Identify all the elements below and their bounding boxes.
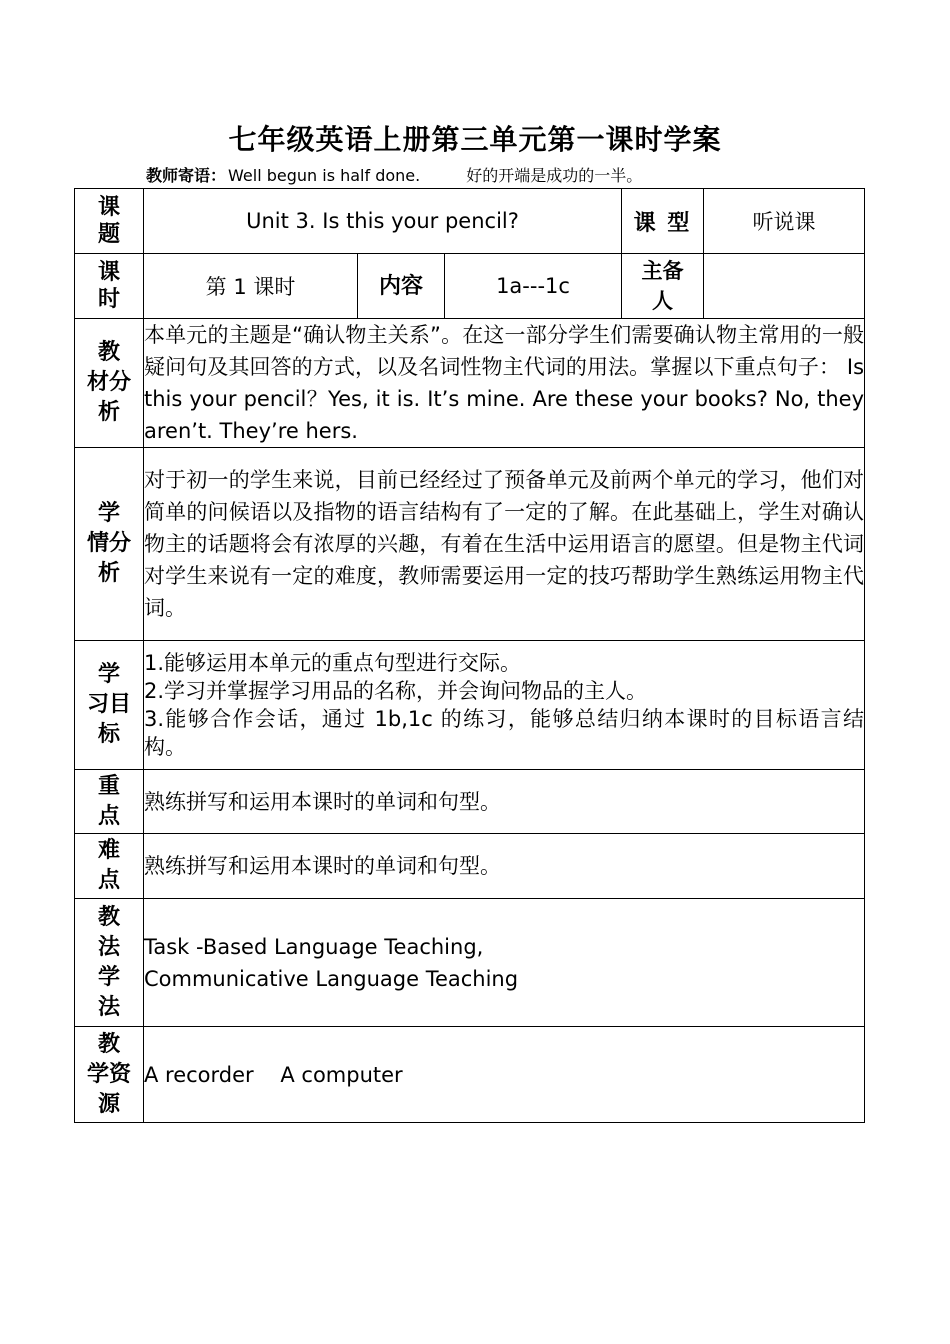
row-methods (75, 899, 865, 1027)
objectives-list (144, 641, 865, 770)
row-topic (75, 189, 865, 254)
difficult-points-text: 熟练拼写和运用本课时的单词和句型。 (144, 834, 865, 899)
textbook-analysis-text: 本单元的主题是“确认物主关系”。在这一部分学生们需要确认物主常用的一般疑问句及其回答的方式，以及名词性物主代词的用法。掌握以下重点句子： Is this your pencil？Yes, it is. It’s mine. Are these your books? No, they aren’t. They’re hers. (144, 319, 865, 448)
objective-item: 1.能够运用本单元的重点句型进行交际。 (144, 651, 522, 675)
row-key-points (75, 770, 865, 834)
motto-label: 教师寄语： (146, 166, 227, 185)
preparer-value (704, 254, 865, 319)
row-difficult-points (75, 834, 865, 899)
lesson-plan-table (74, 188, 865, 1123)
type-label-cell (622, 189, 704, 254)
preparer-label: 主备 人 (622, 254, 704, 319)
resources-text: A recorder A computer (144, 1027, 865, 1123)
period-label: 课 时 (75, 254, 144, 319)
methods-label: 教 法 学 法 (75, 899, 144, 1027)
key-points-text: 熟练拼写和运用本课时的单词和句型。 (144, 770, 865, 834)
type-value: 听说课 (704, 189, 865, 254)
objective-item: 3.能够合作会话，通过 1b,1c 的练习，能够总结归纳本课时的目标语言结构。 (144, 707, 865, 759)
learner-analysis-text: 对于初一的学生来说，目前已经经过了预备单元及前两个单元的学习，他们对简单的问候语以及指物的语言结构有了一定的了解。在此基础上，学生对确认物主的话题将会有浓厚的兴趣，有着在生活中运用语言的愿望。但是物主代词对学生来说有一定的难度，教师需要运用一定的技巧帮助学生熟练运用物主代词。 (144, 448, 865, 641)
resources-label: 教 学资 源 (75, 1027, 144, 1123)
row-period (75, 254, 865, 319)
method-item: Task -Based Language Teaching, (144, 934, 484, 959)
page-title: 七年级英语上册第三单元第一课时学案 (228, 123, 722, 156)
objective-item: 2.学习并掌握学习用品的名称，并会询问物品的主人。 (144, 679, 648, 703)
key-points-label: 重 点 (75, 770, 144, 834)
motto-chinese: 好的开端是成功的一半。 (466, 166, 643, 185)
content-value: 1a---1c (445, 254, 622, 319)
textbook-analysis-label: 教 材分 析 (75, 319, 144, 448)
row-learner-analysis (75, 448, 865, 641)
methods-list (144, 899, 865, 1027)
difficult-points-label: 难 点 (75, 834, 144, 899)
teacher-motto (146, 163, 642, 186)
learner-analysis-label: 学 情分 析 (75, 448, 144, 641)
content-label: 内容 (358, 254, 445, 319)
type-label: 课 型 (633, 210, 692, 236)
method-item: Communicative Language Teaching (144, 966, 519, 991)
topic-label: 课 题 (75, 189, 144, 254)
row-objectives (75, 641, 865, 770)
period-value: 第 1 课时 (144, 254, 358, 319)
row-resources (75, 1027, 865, 1123)
objectives-label: 学 习目 标 (75, 641, 144, 770)
motto-english: Well begun is half done. (228, 166, 421, 185)
topic-value: Unit 3. Is this your pencil? (144, 189, 622, 254)
row-textbook-analysis (75, 319, 865, 448)
